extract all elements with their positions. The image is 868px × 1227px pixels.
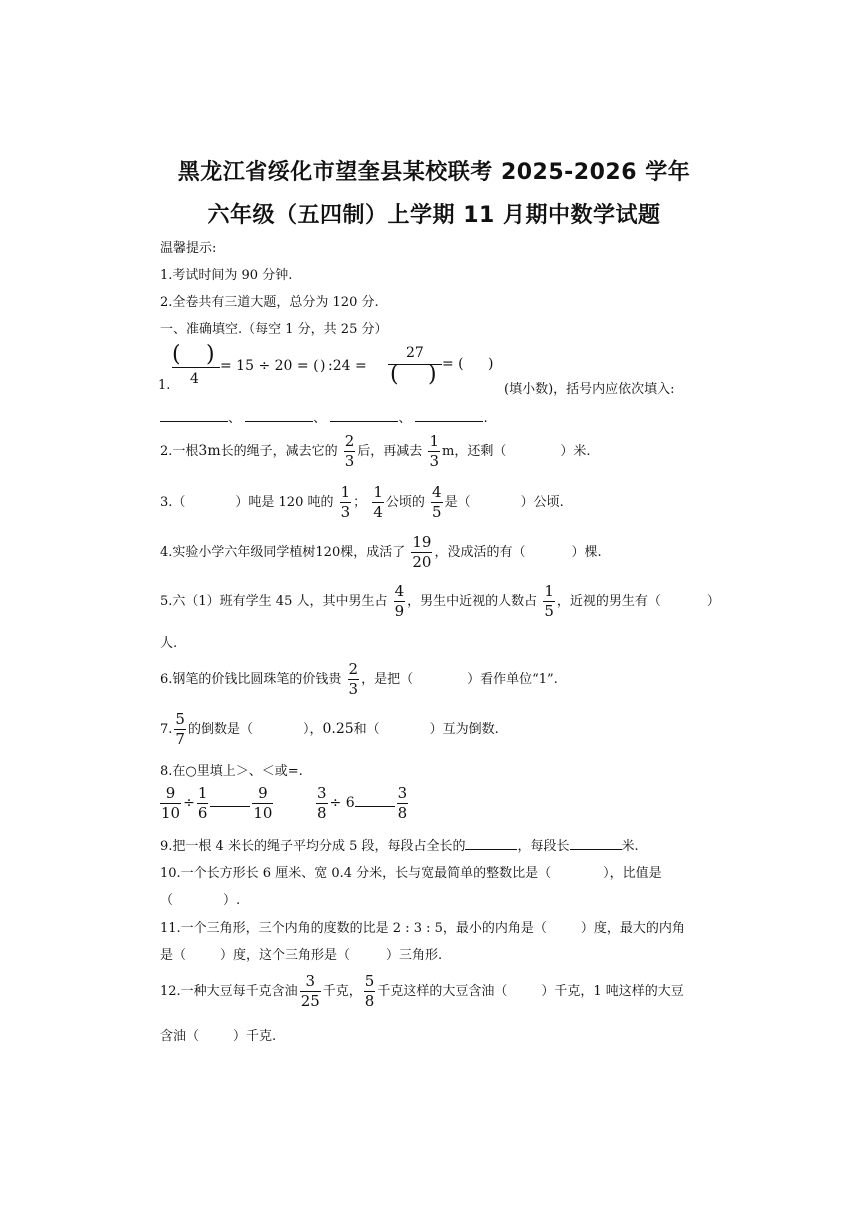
- q8-p2-frac-1: [316, 784, 328, 823]
- q5-unit: 人.: [160, 636, 178, 651]
- q8-p1-frac-3: [252, 784, 273, 823]
- q9-blank-2[interactable]: [570, 837, 622, 850]
- q4-text-b: ，没成活的有（: [434, 545, 526, 560]
- q3-frac2-num: 1: [373, 483, 383, 501]
- q12-text-a: 12.一种大豆每千克含油: [160, 984, 298, 999]
- q6-frac-num: 2: [348, 660, 359, 678]
- q1-close-2: ): [488, 356, 494, 372]
- q8-p1-frac3-num: 9: [252, 784, 273, 804]
- q7: [160, 710, 499, 749]
- q6: [160, 660, 558, 699]
- q9-text-a: 9.把一根 4 米长的绳子平均分成 5 段，每段占全长的: [160, 839, 466, 854]
- q3-text-c: ；: [353, 495, 367, 510]
- q1-frac1-den: 4: [190, 371, 199, 387]
- q1-eq: = (: [442, 356, 464, 372]
- q5-text-c: ，近视的男生有（: [556, 594, 661, 609]
- q2-text-e: 后，再减去: [357, 444, 423, 459]
- q2-length: 3m: [198, 443, 221, 459]
- q10-text-a: 10.一个长方形长 6 厘米、宽 0.4 分米，长与宽最简单的整数比是（: [160, 866, 552, 881]
- q7-frac-num: 5: [175, 710, 185, 728]
- q8-p1-frac-1: [160, 784, 181, 823]
- q1-blank-2[interactable]: [245, 409, 313, 422]
- q8-p1-frac-2: [197, 784, 209, 823]
- q12: [160, 972, 684, 1011]
- q8-p1-operator: ÷: [183, 795, 195, 811]
- q2-fraction-1: [344, 432, 356, 471]
- q7-text-c: ），: [302, 722, 323, 737]
- q3: [160, 483, 564, 522]
- q12-text-b: 千克，: [322, 984, 362, 999]
- q10: [160, 862, 662, 881]
- q12-frac2-num: 5: [364, 972, 375, 990]
- q1-answer-blanks: [160, 407, 488, 426]
- q8-p2-frac1-num: 3: [317, 784, 327, 802]
- q12-text-d: ）千克，1 吨这样的大豆: [541, 984, 684, 999]
- q3-text-a: 3.（: [160, 495, 186, 510]
- q8-p1-frac1-num: 9: [160, 784, 181, 804]
- q11-text-c: 是（: [160, 948, 187, 963]
- q2-text-a: 2.一根: [160, 444, 199, 459]
- q7-text-e: 和（: [353, 722, 380, 737]
- q4-text-c: ）棵.: [571, 545, 602, 560]
- q5-frac2-num: 1: [544, 582, 554, 600]
- q1-frac2-num: 27: [406, 345, 424, 361]
- q5-text-d: ）: [706, 594, 720, 609]
- q7-text-b: 的倒数是（: [187, 722, 253, 737]
- page-subtitle: 六年级（五四制）上学期 11 月期中数学试题: [207, 203, 661, 228]
- q10-text-d: ）.: [223, 893, 241, 908]
- q1-blank-4[interactable]: [415, 409, 483, 422]
- q6-fraction: [348, 660, 360, 699]
- q11-text-e: ）三角形.: [386, 948, 443, 963]
- notice-heading: 温馨提示:: [160, 241, 217, 256]
- q1-sep-3: 、: [398, 411, 412, 426]
- q3-text-f: ）公顷.: [520, 495, 564, 510]
- q3-fraction-1: [340, 483, 352, 522]
- q6-text-b: ，是把（: [361, 672, 414, 687]
- q3-fraction-2: [372, 483, 384, 522]
- page-title: 黑龙江省绥化市望奎县某校联考 2025-2026 学年: [177, 160, 691, 185]
- q3-frac1-num: 1: [340, 483, 351, 501]
- q1-blank-1[interactable]: [160, 409, 228, 422]
- q1-fraction-bar: [172, 367, 220, 368]
- q3-frac3-num: 4: [432, 483, 442, 501]
- q5-fraction-2: [543, 582, 555, 621]
- q2-frac1-den: 3: [344, 452, 355, 470]
- q3-fraction-3: [431, 483, 443, 522]
- q11-text-b: ）度，最大的内角: [580, 921, 685, 936]
- q3-frac1-den: 3: [340, 503, 351, 521]
- q12-frac1-num: 3: [300, 972, 321, 992]
- q5-frac1-num: 4: [394, 582, 405, 600]
- q8-p2-frac1-den: 8: [317, 804, 327, 822]
- q12-text-c: 千克这样的大豆含油（: [377, 984, 508, 999]
- q7-text-f: ）互为倒数.: [429, 722, 499, 737]
- q1-tail: (填小数)，括号内应依次填入:: [504, 382, 675, 397]
- q1-close-paren: ): [320, 358, 326, 374]
- q2-frac2-den: 3: [429, 452, 439, 470]
- section-1-heading: 一、准确填空.（每空 1 分，共 25 分）: [160, 322, 388, 337]
- q2-frac1-num: 2: [344, 432, 355, 450]
- q2: [160, 432, 590, 471]
- q1-end: .: [483, 411, 488, 426]
- q9: [160, 835, 639, 854]
- q8-p1-frac3-den: 10: [253, 804, 273, 822]
- q2-text-c: 长的绳子，减去它的: [220, 444, 338, 459]
- q5-frac2-den: 5: [544, 602, 554, 620]
- q2-frac2-num: 1: [429, 432, 439, 450]
- q8-p1-compare-blank[interactable]: [210, 794, 250, 807]
- q8-p2-frac2-den: 8: [397, 804, 408, 822]
- q1-number: 1.: [158, 378, 171, 393]
- q2-text-f: m，还剩（: [442, 444, 507, 459]
- q12-fraction-2: [364, 972, 376, 1011]
- q7-frac-den: 7: [175, 730, 185, 748]
- q12-frac2-den: 8: [364, 992, 375, 1010]
- q8-instruction: 8.在○里填上＞、＜或=.: [160, 764, 303, 779]
- q5-text-a: 5.六（1）班有学生 45 人，其中男生占: [160, 594, 388, 609]
- q1-paren-open: (: [172, 342, 181, 367]
- q5-text-b: ，男生中近视的人数占: [407, 594, 538, 609]
- q4-frac-num: 19: [412, 533, 432, 551]
- q6-frac-den: 3: [348, 680, 359, 698]
- q10-line-2: [160, 889, 240, 908]
- q6-text-a: 6.钢笔的价钱比圆珠笔的价钱贵: [160, 672, 342, 687]
- q1-expr: = 15 ÷ 20 = (: [220, 358, 319, 374]
- q1-sep-1: 、: [228, 411, 242, 426]
- q1: [158, 344, 718, 404]
- q12-line-2: [160, 1025, 276, 1044]
- q4-frac-den: 20: [412, 553, 432, 571]
- q12-fraction-1: [300, 972, 321, 1011]
- q10-text-b: ），比值是: [603, 866, 662, 881]
- q11-text-a: 11.一个三角形，三个内角的度数的比是 2 : 3 : 5，最小的内角是（: [160, 921, 547, 936]
- q5: [160, 582, 720, 621]
- q8-problem-2: [314, 784, 410, 823]
- q9-text-c: 米.: [621, 839, 639, 854]
- q8-p2-operator: ÷ 6: [329, 795, 355, 811]
- q8-p2-frac-2: [397, 784, 409, 823]
- q5-frac1-den: 9: [394, 602, 405, 620]
- q12-text-f: ）千克.: [233, 1029, 277, 1044]
- q8-p1-frac1-den: 10: [161, 804, 181, 822]
- q8-p1-frac2-den: 6: [197, 804, 208, 822]
- q3-frac2-den: 4: [373, 503, 383, 521]
- notice-item-1: 1.考试时间为 90 分钟.: [160, 268, 293, 283]
- q2-text-g: ）米.: [560, 444, 591, 459]
- q8-p2-compare-blank[interactable]: [355, 794, 395, 807]
- q7-decimal: 0.25: [322, 721, 354, 737]
- q9-text-b: ，每段长: [517, 839, 570, 854]
- q1-ratio: :24 =: [328, 358, 367, 374]
- q11-line-2: [160, 944, 442, 963]
- notice-item-2: 2.全卷共有三道大题，总分为 120 分.: [160, 295, 379, 310]
- q12-text-e: 含油（: [160, 1029, 200, 1044]
- q1-den-paren-close: ): [428, 362, 437, 387]
- q11: [160, 917, 685, 936]
- q1-blank-3[interactable]: [330, 409, 398, 422]
- q3-text-d: 公顷的: [385, 495, 425, 510]
- q1-paren-close: ): [206, 342, 215, 367]
- q4: [160, 533, 602, 572]
- q7-fraction: [174, 710, 186, 749]
- q4-text-a: 4.实验小学六年级同学植树120棵，成活了: [160, 545, 406, 560]
- q9-blank-1[interactable]: [465, 837, 517, 850]
- q1-den-paren-open: (: [390, 362, 399, 387]
- q5-fraction-1: [394, 582, 406, 621]
- q3-text-b: ）吨是 120 吨的: [235, 495, 334, 510]
- q7-text-a: 7.: [160, 722, 173, 737]
- q4-fraction: [411, 533, 432, 572]
- q8-p2-frac2-num: 3: [397, 784, 408, 802]
- q3-frac3-den: 5: [432, 503, 442, 521]
- q8-p1-frac2-num: 1: [197, 784, 208, 802]
- q10-text-c: （: [160, 893, 174, 908]
- q8-problem-1: [158, 784, 275, 823]
- q3-text-e: 是（: [444, 495, 471, 510]
- q11-text-d: ）度，这个三角形是（: [220, 948, 351, 963]
- q2-fraction-2: [428, 432, 440, 471]
- q1-sep-2: 、: [313, 411, 327, 426]
- q6-text-c: ）看作单位“1”.: [467, 672, 558, 687]
- q12-frac1-den: 25: [300, 992, 320, 1010]
